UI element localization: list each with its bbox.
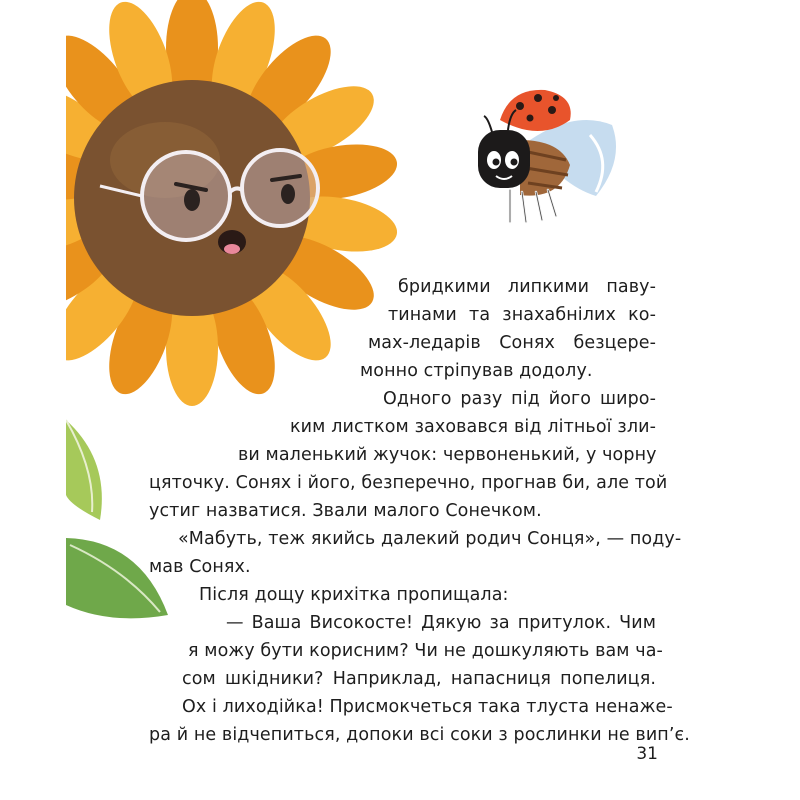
text-line: Ох і лиходійка! Присмокчеться така тлуста ненаже-: [182, 697, 673, 717]
text-line: ра й не відчепиться, допоки всі соки з рослинки не вип’є.: [149, 725, 690, 745]
text-line: «Мабуть, теж якийсь далекий родич Сонця», — поду-: [178, 529, 682, 549]
text-line: тинами та знахабнілих ко-: [388, 305, 656, 325]
text-line: мах-ледарів Сонях безцере-: [368, 333, 656, 353]
ladybug-icon: [478, 90, 616, 222]
text-line: сом шкідники? Наприклад, напасниця попелиця.: [182, 669, 656, 689]
text-line: устиг назватися. Звали малого Сонечком.: [149, 501, 542, 521]
page-number: 31: [636, 744, 658, 764]
text-line: ким листком заховався від літньої зли-: [290, 417, 656, 437]
text-line: Після дощу крихітка пропищала:: [199, 585, 509, 605]
text-line: монно стріпував додолу.: [360, 361, 593, 381]
text-line: Одного разу під його широ-: [383, 389, 656, 409]
text-line: цяточку. Сонях і його, безперечно, прогнав би, але той: [149, 473, 668, 493]
text-line: ви маленький жучок: червоненький, у чорну: [238, 445, 657, 465]
text-line: — Ваша Високосте! Дякую за притулок. Чим: [226, 613, 656, 633]
text-line: бридкими липкими паву-: [398, 277, 656, 297]
text-line: мав Сонях.: [149, 557, 251, 577]
text-line: я можу бути корисним? Чи не дошкуляють вам ча-: [188, 641, 663, 661]
